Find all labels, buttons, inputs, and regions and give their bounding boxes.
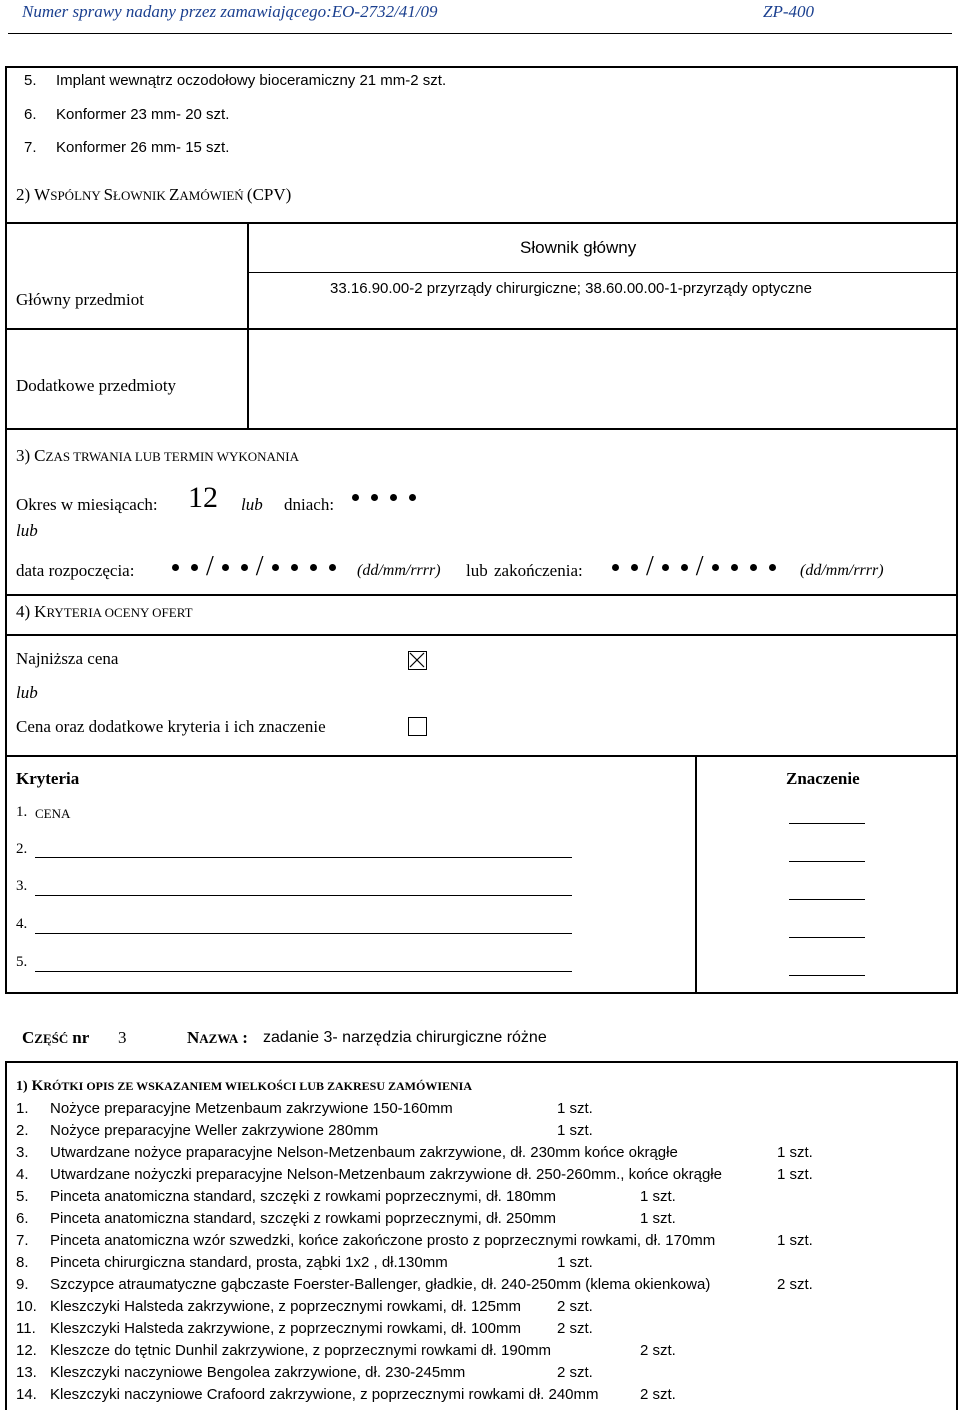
list-item: 6. bbox=[24, 106, 37, 123]
order-item-qty: 1 szt. bbox=[557, 1100, 593, 1117]
czesc-label: CZĘŚĆ nr bbox=[22, 1028, 90, 1047]
data-rozpoczecia-label: data rozpoczęcia: bbox=[16, 561, 135, 580]
dniach-placeholder bbox=[346, 488, 422, 506]
order-item-qty: 1 szt. bbox=[777, 1166, 813, 1183]
kryteria-heading: 4) KRYTERIA OCENY OFERT bbox=[16, 602, 193, 621]
order-item-qty: 1 szt. bbox=[557, 1122, 593, 1139]
kryterium-blank bbox=[35, 857, 572, 858]
order-item-qty: 2 szt. bbox=[557, 1364, 593, 1381]
nazwa-label: NAZWA : bbox=[187, 1028, 248, 1047]
order-item-qty: 2 szt. bbox=[640, 1342, 676, 1359]
data-rozpoczecia-placeholder: / / bbox=[166, 551, 342, 583]
order-item-qty: 1 szt. bbox=[777, 1144, 813, 1161]
order-item-number: 9. bbox=[16, 1276, 29, 1293]
order-item-text: Kleszczyki Halsteda zakrzywione, z poprzecznymi rowkami, dł. 100mm bbox=[50, 1320, 521, 1337]
order-item-text: Kleszczyki naczyniowe Bengolea zakrzywione, dł. 230-245mm bbox=[50, 1364, 466, 1381]
order-item-number: 14. bbox=[16, 1386, 37, 1403]
order-item-qty: 1 szt. bbox=[640, 1210, 676, 1227]
order-item-text: Utwardzane nożyce praparacyjne Nelson-Metzenbaum zakrzywione, dł. 230mm końce okrągłe bbox=[50, 1144, 678, 1161]
kryteria-table-rule bbox=[5, 755, 958, 757]
order-item-number: 7. bbox=[16, 1232, 29, 1249]
order-item-text: Kleszczyki naczyniowe Crafoord zakrzywione, z poprzecznymi rowkami dł. 240mm bbox=[50, 1386, 599, 1403]
dniach-label: dniach: bbox=[284, 495, 335, 514]
kryteria-divider bbox=[695, 755, 697, 994]
kryteria-col-header: Kryteria bbox=[16, 769, 80, 788]
glowny-przedmiot-value: 33.16.90.00-2 przyrządy chirurgiczne; 38.60.00.00-1-przyrządy optyczne bbox=[330, 280, 812, 297]
opis-heading: 1) KRÓTKI OPIS ZE WSKAZANIEM WIELKOŚCI LUB ZAKRESU ZAMÓWIENIA bbox=[16, 1078, 472, 1094]
cena-oraz-checkbox[interactable] bbox=[408, 717, 427, 736]
znaczenie-blank bbox=[789, 861, 865, 862]
date-format: (dd/mm/rrrr) bbox=[800, 562, 884, 579]
najnizsza-cena-label: Najniższa cena bbox=[16, 649, 119, 668]
okres-value: 12 bbox=[188, 481, 218, 514]
kryteria-rule bbox=[5, 634, 958, 636]
order-item-qty: 2 szt. bbox=[640, 1386, 676, 1403]
okres-label: Okres w miesiącach: bbox=[16, 495, 158, 514]
czesc-number: 3 bbox=[118, 1028, 127, 1047]
order-item-text: Nożyce preparacyjne Metzenbaum zakrzywione 150-160mm bbox=[50, 1100, 453, 1117]
order-item-qty: 2 szt. bbox=[557, 1298, 593, 1315]
order-item-text: Szczypce atraumatyczne gąbczaste Foerster-Ballenger, gładkie, dł. 240-250mm (klema okienkowa) bbox=[50, 1276, 711, 1293]
order-item-number: 4. bbox=[16, 1166, 29, 1183]
znaczenie-col-header: Znaczenie bbox=[786, 769, 860, 788]
order-item-text: Pinceta anatomiczna wzór szwedzki, końce zakończone prosto z poprzecznymi rowkami, dł. 170mm bbox=[50, 1232, 716, 1249]
zakonczenia-label: zakończenia: bbox=[494, 561, 583, 580]
form-code: ZP-400 bbox=[763, 2, 814, 21]
lub-text: lub bbox=[466, 561, 488, 580]
znaczenie-blank bbox=[789, 899, 865, 900]
order-item-qty: 2 szt. bbox=[777, 1276, 813, 1293]
slownik-rule bbox=[247, 272, 958, 273]
cena-oraz-label: Cena oraz dodatkowe kryteria i ich znaczenie bbox=[16, 717, 326, 736]
list-item: 5. bbox=[24, 72, 37, 89]
order-item-qty: 1 szt. bbox=[777, 1232, 813, 1249]
order-item-text: Utwardzane nożyczki preparacyjne Nelson-Metzenbaum zakrzywione dł. 250-260mm., końce okrągłe bbox=[50, 1166, 722, 1183]
order-item-number: 6. bbox=[16, 1210, 29, 1227]
czas-heading: 3) CZAS TRWANIA LUB TERMIN WYKONANIA bbox=[16, 446, 300, 465]
list-item-text: Konformer 23 mm- 20 szt. bbox=[56, 106, 230, 123]
order-item-qty: 2 szt. bbox=[557, 1320, 593, 1337]
kryterium-blank bbox=[35, 895, 572, 896]
date-format: (dd/mm/rrrr) bbox=[357, 562, 441, 579]
order-item-number: 3. bbox=[16, 1144, 29, 1161]
kryterium-text: CENA bbox=[35, 806, 71, 821]
lub-text: lub bbox=[16, 521, 38, 540]
cpv-table bbox=[5, 224, 958, 430]
glowny-przedmiot-label: Główny przedmiot bbox=[16, 290, 144, 309]
cpv-row-divider bbox=[5, 328, 958, 330]
znaczenie-blank bbox=[789, 823, 865, 824]
data-zakonczenia-placeholder: / / bbox=[606, 551, 782, 583]
order-item-number: 10. bbox=[16, 1298, 37, 1315]
najnizsza-cena-checkbox[interactable] bbox=[408, 651, 427, 670]
order-item-number: 2. bbox=[16, 1122, 29, 1139]
kryterium-blank bbox=[35, 971, 572, 972]
znaczenie-blank bbox=[789, 975, 865, 976]
header-rule bbox=[8, 33, 952, 34]
order-item-text: Pinceta chirurgiczna standard, prosta, ząbki 1x2 , dł.130mm bbox=[50, 1254, 448, 1271]
kryteria-box bbox=[5, 596, 958, 994]
order-item-number: 13. bbox=[16, 1364, 37, 1381]
list-item: 7. bbox=[24, 139, 37, 156]
lub-text: lub bbox=[241, 495, 263, 514]
cpv-divider bbox=[247, 224, 249, 430]
kryterium-num: 4. bbox=[16, 916, 28, 932]
order-item-text: Nożyce preparacyjne Weller zakrzywione 280mm bbox=[50, 1122, 379, 1139]
cpv-heading: 2) WSPÓLNY SŁOWNIK ZAMÓWIEŃ (CPV) bbox=[16, 185, 292, 204]
order-item-number: 1. bbox=[16, 1100, 29, 1117]
order-item-text: Pinceta anatomiczna standard, szczęki z rowkami poprzecznymi, dł. 180mm bbox=[50, 1188, 557, 1205]
kryterium-blank bbox=[35, 933, 572, 934]
order-item-text: Kleszcze do tętnic Dunhil zakrzywione, z poprzecznymi rowkami dł. 190mm bbox=[50, 1342, 552, 1359]
order-item-text: Kleszczyki Halsteda zakrzywione, z poprzecznymi rowkami, dł. 125mm bbox=[50, 1298, 521, 1315]
order-item-text: Pinceta anatomiczna standard, szczęki z rowkami poprzecznymi, dł. 250mm bbox=[50, 1210, 557, 1227]
kryterium-num: 5. bbox=[16, 954, 28, 970]
dodatkowe-przedmioty-label: Dodatkowe przedmioty bbox=[16, 376, 177, 395]
znaczenie-blank bbox=[789, 937, 865, 938]
order-item-number: 11. bbox=[16, 1320, 36, 1337]
list-item-text: Konformer 26 mm- 15 szt. bbox=[56, 139, 230, 156]
lub-text: lub bbox=[16, 683, 38, 702]
order-item-qty: 1 szt. bbox=[557, 1254, 593, 1271]
order-item-number: 5. bbox=[16, 1188, 29, 1205]
list-item-text: Implant wewnątrz oczodołowy bioceramiczny 21 mm-2 szt. bbox=[56, 72, 447, 89]
order-item-number: 8. bbox=[16, 1254, 29, 1271]
kryterium-num: 1. bbox=[16, 804, 28, 820]
order-item-qty: 1 szt. bbox=[640, 1188, 676, 1205]
kryterium-num: 3. bbox=[16, 878, 28, 894]
slownik-glowny-header: Słownik główny bbox=[520, 238, 637, 257]
order-item-number: 12. bbox=[16, 1342, 37, 1359]
case-number: Numer sprawy nadany przez zamawiającego:EO-2732/41/09 bbox=[22, 2, 438, 21]
kryterium-num: 2. bbox=[16, 841, 28, 857]
nazwa-value: zadanie 3- narzędzia chirurgiczne różne bbox=[263, 1029, 547, 1046]
